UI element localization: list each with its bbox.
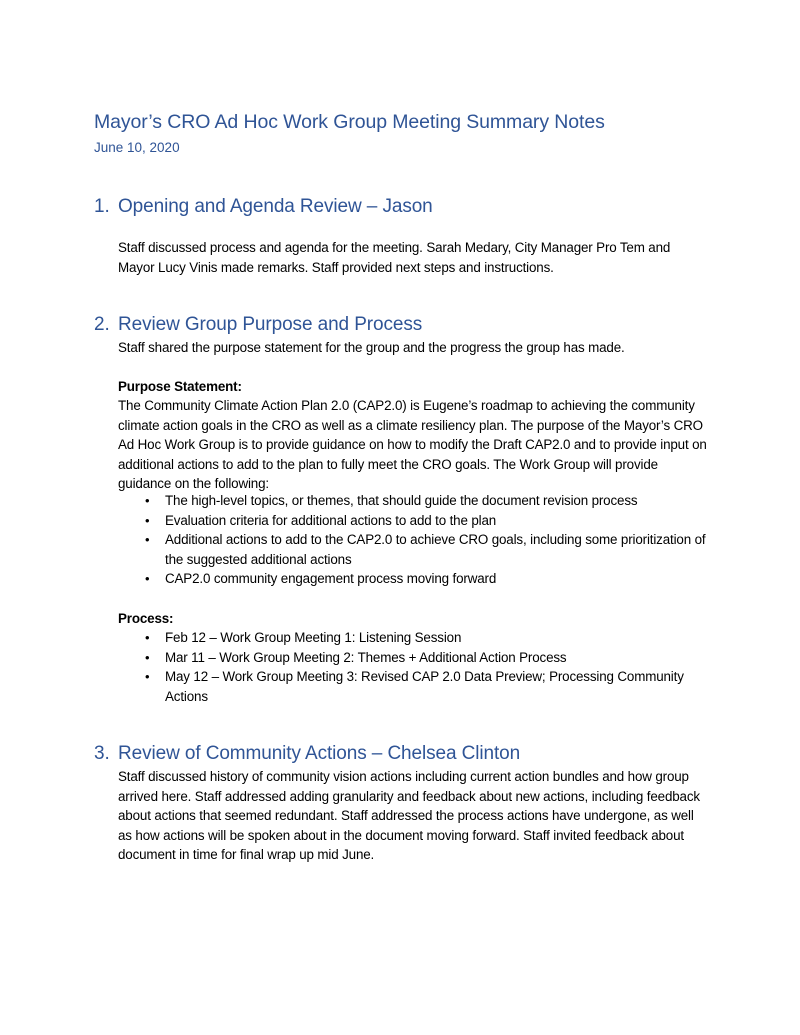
section-2-paragraph: Staff shared the purpose statement for the group and the progress the group has made. — [118, 340, 625, 355]
process-bullet-item: • Mar 11 – Work Group Meeting 2: Themes + Additional Action Process — [118, 648, 708, 668]
section-2-title: Review Group Purpose and Process — [118, 314, 423, 335]
bullet-icon: • — [145, 493, 150, 508]
section-2-heading — [94, 314, 422, 336]
process-bullet-item: • May 12 – Work Group Meeting 3: Revised CAP 2.0 Data Preview; Processing Community Actions — [145, 669, 684, 704]
bullet-icon: • — [145, 630, 150, 645]
purpose-statement-label: Purpose Statement: — [118, 379, 242, 394]
purpose-bullet-item: • Additional actions to add to the CAP2.0 to achieve CRO goals, including some prioritization of the suggested additional actions — [145, 532, 706, 567]
section-1-number: 1. — [94, 196, 110, 217]
bullet-icon: • — [145, 512, 150, 528]
purpose-bullet-list — [118, 491, 708, 589]
purpose-statement-text: The Community Climate Action Plan 2.0 (CAP2.0) is Eugene’s roadmap to achieving the community climate action goals in the CRO as well as a climate resiliency plan. The purpose of the Mayor’s CRO Ad Hoc Work Group is to provide guidance on how to modify the Draft CAP2.0 and to provide input on additional actions to add to the plan to fully meet the CRO goals. The Work Group will provide guidance on the following: — [118, 398, 707, 491]
purpose-bullet-item: • CAP2.0 community engagement process moving forward — [118, 569, 708, 589]
section-1-title: Opening and Agenda Review – Jason — [118, 196, 433, 217]
bullet-icon: • — [145, 669, 150, 684]
bullet-icon: • — [145, 532, 150, 547]
bullet-icon: • — [145, 571, 150, 586]
process-bullet-item: • Feb 12 – Work Group Meeting 1: Listening Session — [118, 628, 708, 648]
section-3-paragraph: Staff discussed history of community vision actions including current action bundles and how group arrived here. Staff addressed adding granularity and feedback about new actions, including feedback about actions that seemed redundant. Staff addressed the process actions have undergone, as well as how actions will be spoken about in the document moving forward. Staff invited feedback about document in time for final wrap up mid June. — [118, 769, 700, 862]
process-label: Process: — [118, 611, 174, 626]
section-3-heading — [94, 743, 520, 765]
section-2-number: 2. — [94, 314, 110, 335]
purpose-bullet-item: • Evaluation criteria for additional actions to add to the plan — [118, 511, 708, 531]
document-date: June 10, 2020 — [94, 140, 180, 155]
section-1-paragraph: Staff discussed process and agenda for the meeting. Sarah Medary, City Manager Pro Tem and Mayor Lucy Vinis made remarks. Staff provided next steps and instructions. — [118, 240, 671, 275]
purpose-bullet-item: • The high-level topics, or themes, that should guide the document revision process — [118, 491, 708, 511]
document-title: Mayor’s CRO Ad Hoc Work Group Meeting Summary Notes — [94, 111, 605, 133]
section-1-heading — [94, 196, 433, 218]
process-bullet-list — [118, 628, 708, 706]
section-3-number: 3. — [94, 743, 110, 764]
bullet-icon: • — [145, 649, 150, 665]
section-3-title: Review of Community Actions – Chelsea Clinton — [118, 743, 521, 764]
